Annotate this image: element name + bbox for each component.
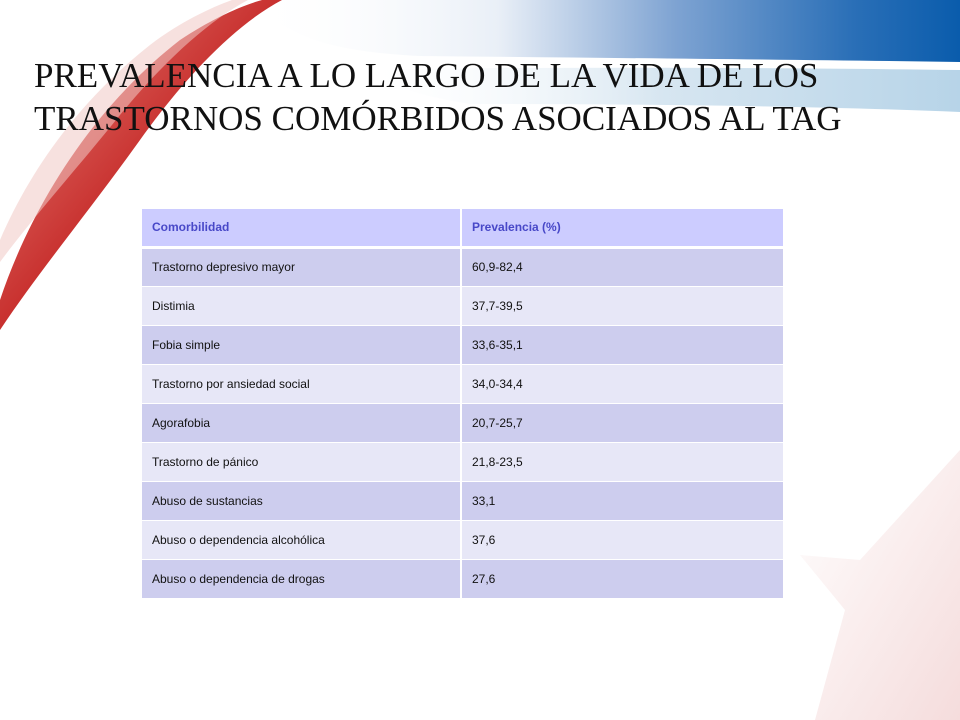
cell-comorbidity: Abuso o dependencia de drogas [142, 559, 461, 598]
table-row [142, 442, 783, 481]
cell-comorbidity: Abuso o dependencia alcohólica [142, 520, 461, 559]
table-row [142, 481, 783, 520]
cell-prevalence: 60,9-82,4 [461, 247, 783, 286]
cell-comorbidity: Abuso de sustancias [142, 481, 461, 520]
slide-title: PREVALENCIA A LO LARGO DE LA VIDA DE LOS TRASTORNOS COMÓRBIDOS ASOCIADOS AL TAG [34, 56, 842, 138]
cell-prevalence: 33,1 [461, 481, 783, 520]
cell-comorbidity: Agorafobia [142, 403, 461, 442]
cell-comorbidity: Trastorno depresivo mayor [142, 247, 461, 286]
cell-prevalence: 20,7-25,7 [461, 403, 783, 442]
cell-prevalence: 33,6-35,1 [461, 325, 783, 364]
cell-comorbidity: Trastorno por ansiedad social [142, 364, 461, 403]
table-row [142, 559, 783, 598]
cell-comorbidity: Fobia simple [142, 325, 461, 364]
header-prevalence: Prevalencia (%) [461, 209, 783, 247]
cell-prevalence: 27,6 [461, 559, 783, 598]
comorbidity-table [142, 209, 783, 599]
banner-blue-shape [250, 0, 960, 62]
table-row [142, 520, 783, 559]
cell-comorbidity: Trastorno de pánico [142, 442, 461, 481]
cell-prevalence: 37,6 [461, 520, 783, 559]
header-comorbidity: Comorbilidad [142, 209, 461, 247]
table-header-row [142, 209, 783, 247]
table-row [142, 403, 783, 442]
faint-star-shape [800, 450, 960, 720]
table-row [142, 286, 783, 325]
cell-prevalence: 21,8-23,5 [461, 442, 783, 481]
table-row [142, 247, 783, 286]
table-row [142, 364, 783, 403]
cell-prevalence: 34,0-34,4 [461, 364, 783, 403]
cell-comorbidity: Distimia [142, 286, 461, 325]
cell-prevalence: 37,7-39,5 [461, 286, 783, 325]
table-row [142, 325, 783, 364]
